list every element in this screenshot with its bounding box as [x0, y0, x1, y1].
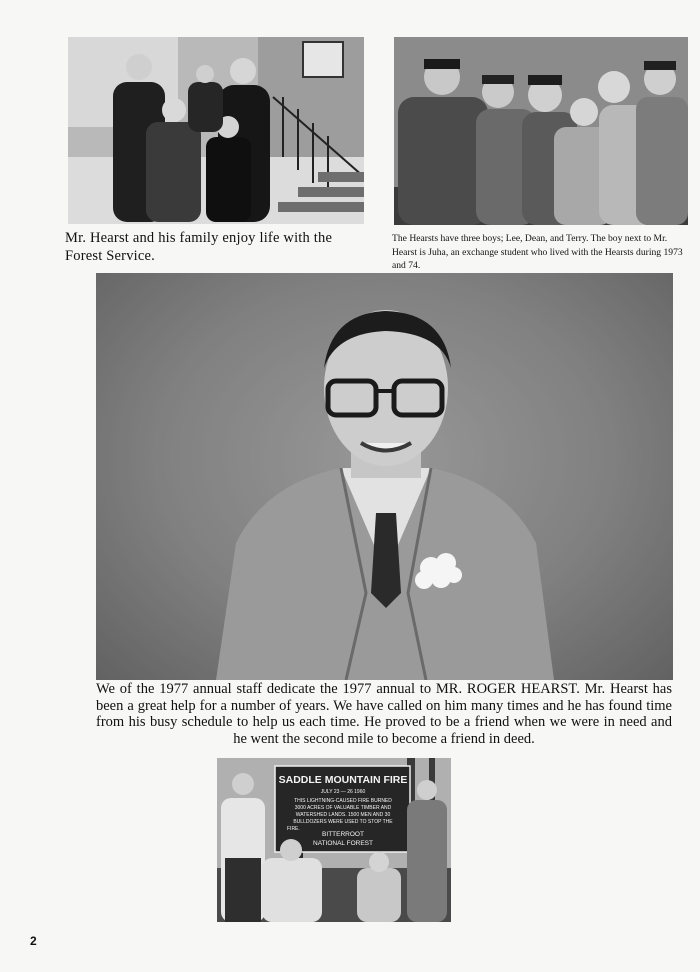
fire-sign-line: THIS LIGHTNING-CAUSED FIRE BURNED	[294, 798, 392, 804]
page-number: 2	[30, 934, 37, 948]
fire-sign-photo	[217, 758, 451, 922]
boys-photo-caption: The Hearsts have three boys; Lee, Dean, and Terry. The boy next to Mr. Hearst is Juha, an exchange student who lived with the Hearsts during 1973 and 74.	[392, 233, 683, 271]
family-photo-illustration	[68, 37, 364, 224]
boys-photo	[394, 37, 688, 225]
fire-sign-line: 3000 ACRES OF VALUABLE TIMBER AND	[294, 805, 392, 811]
portrait-photo	[96, 273, 673, 680]
dedication-text: We of the 1977 annual staff dedicate the 1977 annual to MR. ROGER HEARST. Mr. Hearst has been a great help for a number of years. We have called on him many times and he has found time from his busy schedule to help us each time. He proved to be a friend when we were in need and he went the second mile to become a friend in deed.	[96, 681, 672, 747]
boys-photo-illustration	[394, 37, 688, 225]
portrait-photo-illustration	[96, 273, 673, 680]
fire-sign-title: SADDLE MOUNTAIN FIRE	[278, 774, 408, 786]
fire-sign-footer-1: BITTERROOT	[322, 831, 364, 838]
fire-sign-text	[217, 758, 451, 922]
fire-sign-date: JULY 23 — 26 1960	[320, 789, 366, 795]
fire-sign-footer-2: NATIONAL FOREST	[313, 840, 373, 847]
fire-sign-line: BULLDOZERS WERE USED TO STOP THE	[293, 819, 393, 825]
family-photo	[68, 37, 364, 224]
fire-sign-line: FIRE.	[287, 826, 300, 832]
fire-sign-line: WATERSHED LANDS. 1500 MEN AND 30	[295, 812, 391, 818]
family-photo-caption: Mr. Hearst and his family enjoy life with the Forest Service.	[65, 230, 333, 264]
